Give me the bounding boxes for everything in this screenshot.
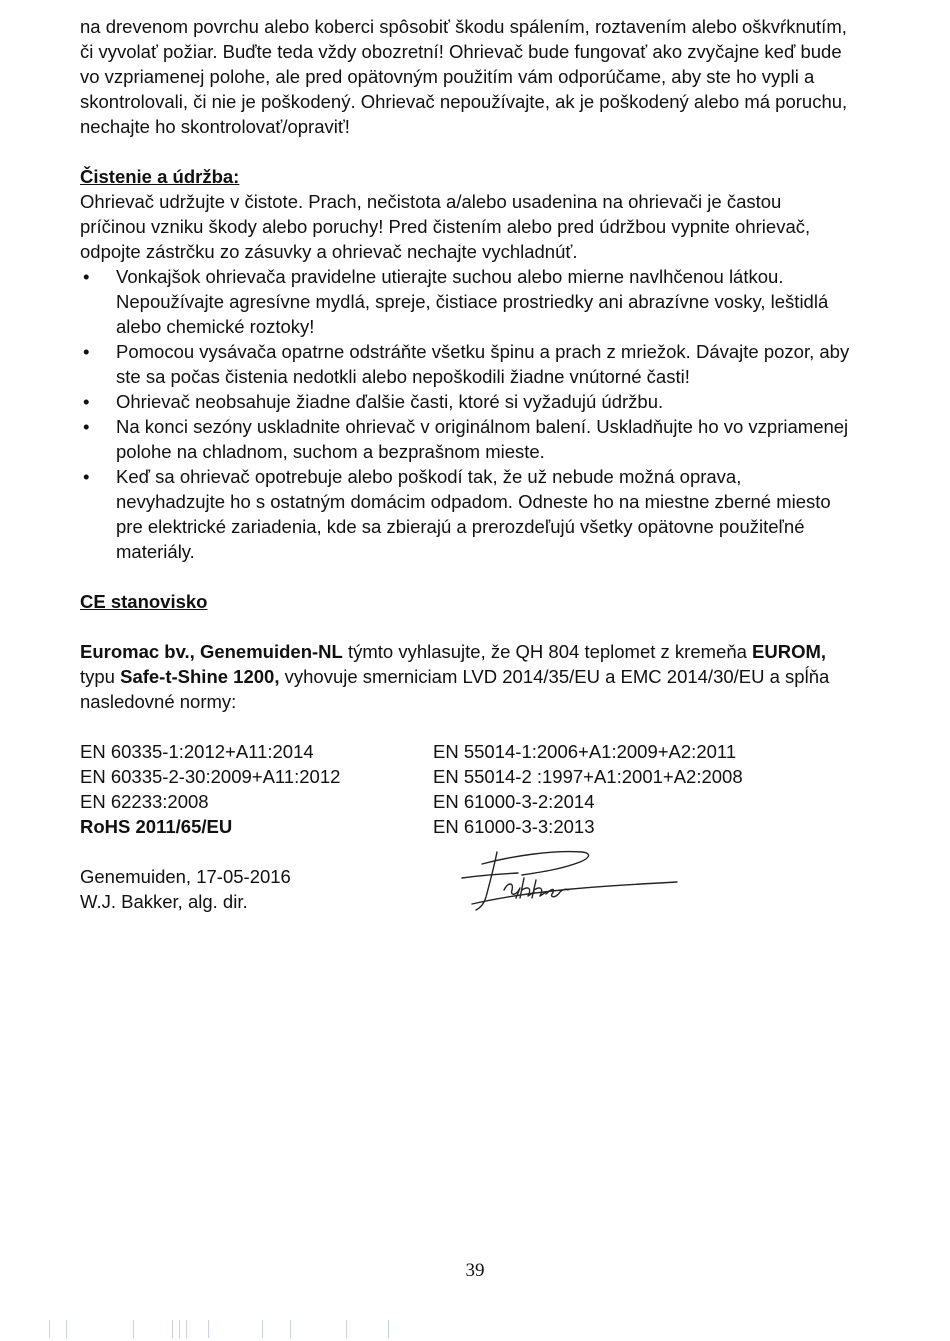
list-item [80, 464, 850, 564]
ce-declaration [80, 639, 850, 714]
list-item [80, 339, 850, 389]
norms-left-column [80, 739, 433, 839]
declaration-text-1: týmto vyhlasujte, že QH 804 teplomet z kremeňa [342, 641, 753, 662]
signoff [80, 864, 850, 914]
declaration-text-3: vyhovuje smerniciam LVD 2014/35/EU a EMC 2014/30/EU a spĺňa nasledovné normy: [80, 666, 830, 712]
norm-item-rohs: RoHS 2011/65/EU [80, 816, 233, 837]
bullet-icon: • [83, 416, 90, 437]
norm-item: EN 55014-1:2006+A1:2009+A2:2011 [433, 741, 737, 762]
ce-heading: CE stanovisko [80, 591, 208, 612]
cleaning-paragraph: Ohrievač udržujte v čistote. Prach, nečistota a/alebo usadenina na ohrievači je častou príčinou vzniku škody alebo poruchy! Pred čistením alebo pred údržbou vypnite ohrievač, odpojte zástrčku zo zásuvky a ohrievač nechajte vychladnúť. [80, 191, 811, 262]
norm-item: EN 60335-1:2012+A11:2014 [80, 741, 314, 762]
list-item [80, 264, 850, 339]
place-date: Genemuiden, 17-05-2016 [80, 866, 291, 887]
page-number: 39 [465, 1260, 485, 1281]
document-body [80, 14, 850, 914]
bullet-icon: • [83, 266, 90, 287]
norms-right-column [433, 739, 833, 839]
bullet-icon: • [83, 391, 90, 412]
intro-paragraph: na drevenom povrchu alebo koberci spôsobiť škodu spálením, roztavením alebo oškvŕknutím, či vyvolať požiar. Buďte teda vždy obozretní! Ohrievač bude fungovať ako zvyčajne keď bude vo vzpriamenej polohe, ale pred opätovným použitím vám odporúčame, aby ste ho vypli a skontrolovali, či nie je poškodený. Ohrievač nepoužívajte, ak je poškodený alebo má poruchu, nechajte ho skontrolovať/opraviť! [80, 16, 848, 137]
signatory-name: W.J. Bakker, alg. dir. [80, 891, 248, 912]
norm-item: EN 60335-2-30:2009+A11:2012 [80, 766, 341, 787]
model-name: Safe-t-Shine 1200, [120, 666, 280, 687]
list-item-text: Vonkajšok ohrievača pravidelne utierajte suchou alebo mierne navlhčenou látkou. Nepoužívajte agresívne mydlá, spreje, čistiace prostriedky ani abrazívne vosky, leštidlá alebo chemické roztoky! [116, 266, 829, 337]
list-item-text: Pomocou vysávača opatrne odstráňte všetku špinu a prach z mriežok. Dávajte pozor, aby ste sa počas čistenia nedotkli alebo nepoškodili žiadne vnútorné časti! [116, 341, 850, 387]
signature-icon [442, 842, 682, 922]
company-name: Euromac bv., Genemuiden-NL [80, 641, 343, 662]
list-item-text: Keď sa ohrievač opotrebuje alebo poškodí tak, že už nebude možná oprava, nevyhadzujte ho s ostatným domácim odpadom. Odneste ho na miestne zberné miesto pre elektrické zariadenia, kde sa zbierajú a prerozdeľujú všetky opätovne použiteľné materiály. [116, 466, 831, 562]
cleaning-heading: Čistenie a údržba: [80, 166, 240, 187]
list-item-text: Ohrievač neobsahuje žiadne ďalšie časti, ktoré si vyžadujú údržbu. [116, 391, 664, 412]
declaration-text-2: typu [80, 666, 121, 687]
list-item [80, 389, 850, 414]
norm-item: EN 55014-2 :1997+A1:2001+A2:2008 [433, 766, 743, 787]
bullet-icon: • [83, 341, 90, 362]
norm-item: EN 61000-3-2:2014 [433, 791, 595, 812]
list-item [80, 414, 850, 464]
scan-artifact-marks [0, 1318, 950, 1340]
cleaning-bullet-list [80, 264, 850, 564]
list-item-text: Na konci sezóny uskladnite ohrievač v originálnom balení. Uskladňujte ho vo vzpriamenej polohe na chladnom, suchom a bezprašnom mieste. [116, 416, 849, 462]
brand-name: EUROM, [752, 641, 827, 662]
norm-item: EN 62233:2008 [80, 791, 209, 812]
bullet-icon: • [83, 466, 90, 487]
norm-item: EN 61000-3-3:2013 [433, 816, 595, 837]
norms-list [80, 739, 850, 839]
